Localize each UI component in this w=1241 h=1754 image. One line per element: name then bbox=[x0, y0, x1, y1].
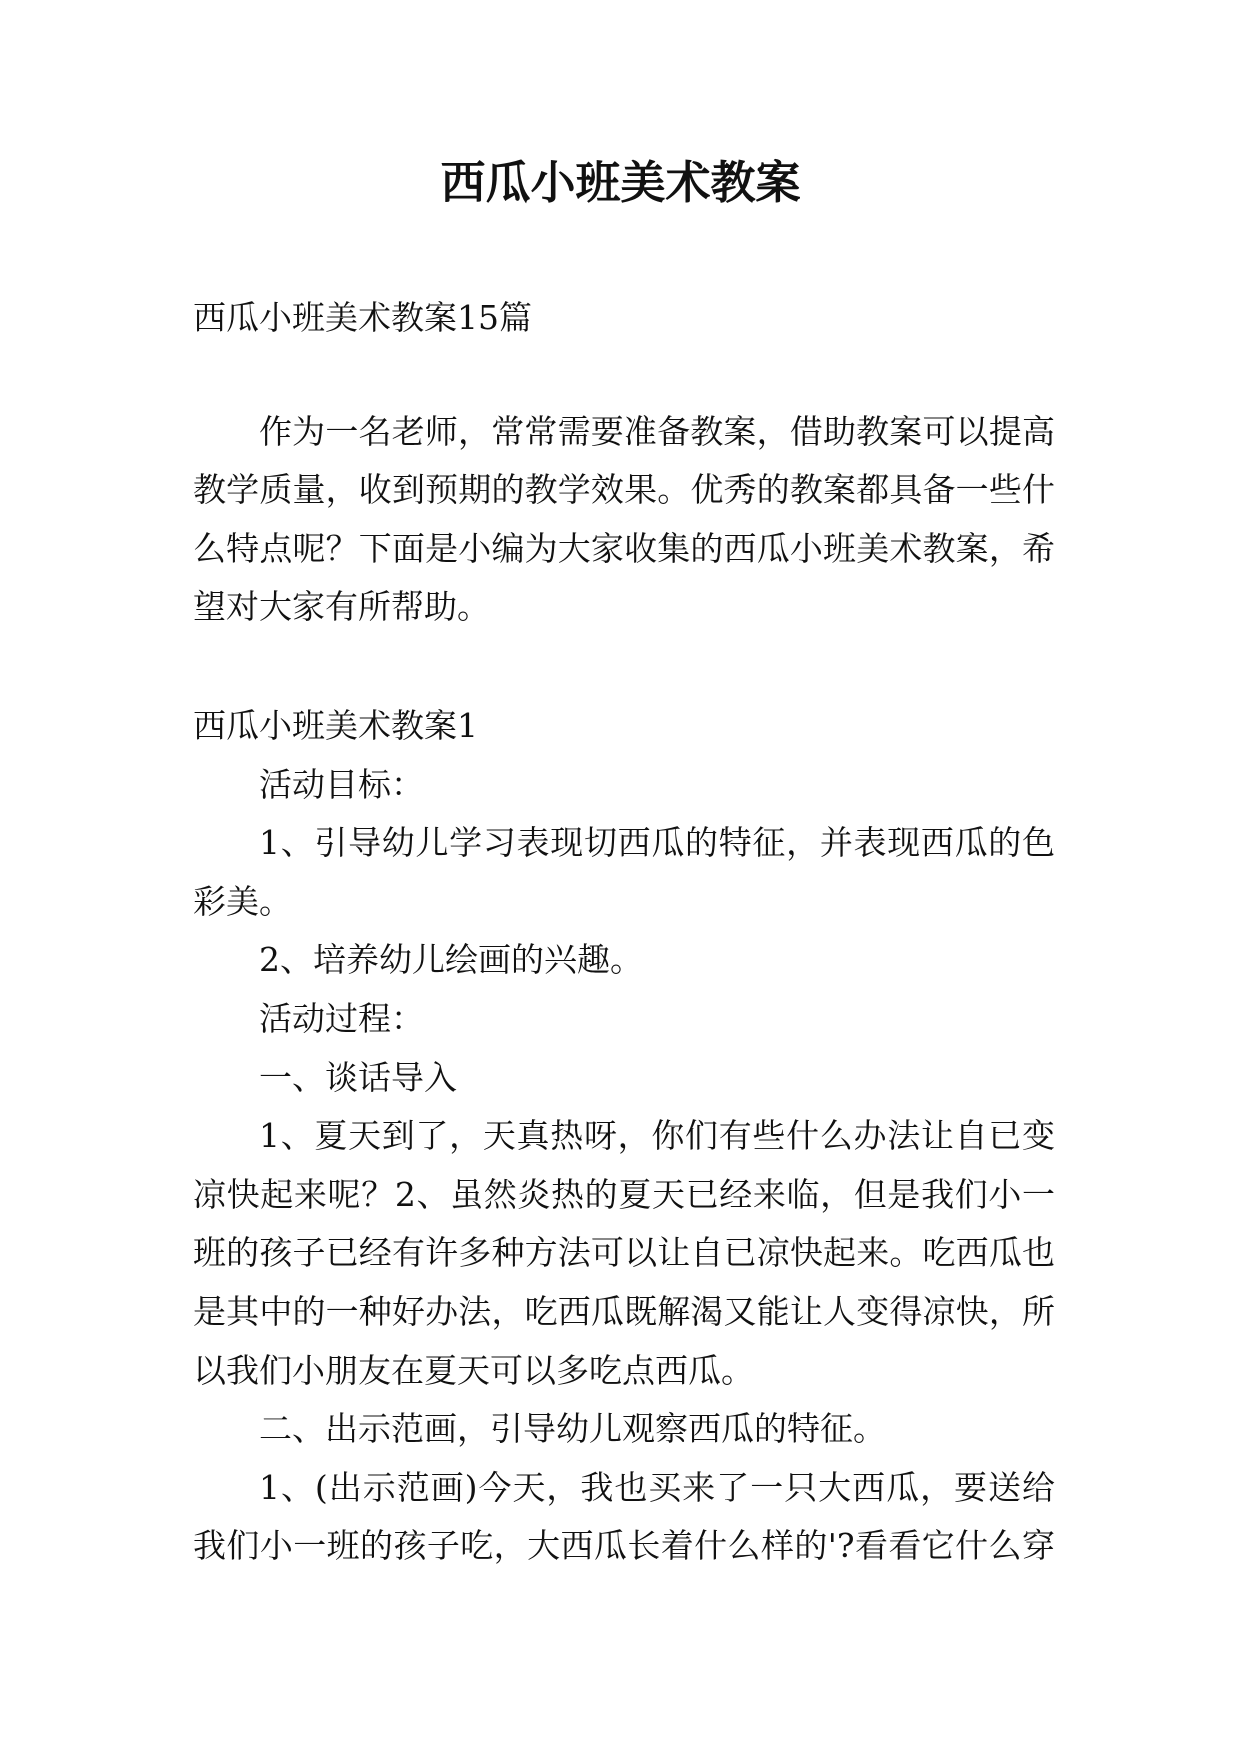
collection-heading: 西瓜小班美术教案15篇 bbox=[193, 298, 532, 337]
intro-line: 教学质量，收到预期的教学效果。优秀的教案都具备一些什 bbox=[193, 470, 1055, 510]
goal-line: 彩美。 bbox=[193, 881, 292, 921]
step-2-line: 我们小一班的孩子吃，大西瓜长着什么样的'?看看它什么穿 bbox=[193, 1526, 1055, 1566]
goals-heading: 活动目标： bbox=[259, 764, 424, 804]
intro-line: 望对大家有所帮助。 bbox=[193, 587, 490, 627]
process-heading: 活动过程： bbox=[259, 998, 424, 1038]
step-2-heading: 二、出示范画，引导幼儿观察西瓜的特征。 bbox=[259, 1409, 886, 1449]
intro-line: 么特点呢？下面是小编为大家收集的西瓜小班美术教案，希 bbox=[193, 528, 1055, 568]
step-1-paragraph bbox=[193, 1107, 1055, 1400]
document-title: 西瓜小班美术教案 bbox=[440, 156, 801, 209]
goal-2-paragraph: 2、培养幼儿绘画的兴趣。 bbox=[259, 940, 643, 980]
intro-line: 作为一名老师，常常需要准备教案，借助教案可以提高 bbox=[259, 411, 1055, 451]
step-2-line: 1、(出示范画)今天，我也买来了一只大西瓜，要送给 bbox=[259, 1467, 1055, 1507]
step-1-heading: 一、谈话导入 bbox=[259, 1057, 457, 1097]
lesson-1-section bbox=[193, 697, 1055, 1576]
step-1-line: 是其中的一种好办法，吃西瓜既解渴又能让人变得凉快，所 bbox=[193, 1291, 1055, 1331]
step-1-line: 1、夏天到了，天真热呀，你们有些什么办法让自已变 bbox=[259, 1116, 1055, 1156]
goal-1-paragraph bbox=[193, 814, 1055, 931]
document-body bbox=[193, 289, 1055, 1576]
intro-paragraph bbox=[193, 403, 1055, 637]
lesson-heading: 西瓜小班美术教案1 bbox=[193, 705, 478, 745]
step-1-line: 班的孩子已经有许多种方法可以让自已凉快起来。吃西瓜也 bbox=[193, 1233, 1055, 1273]
goal-line: 1、引导幼儿学习表现切西瓜的特征，并表现西瓜的色 bbox=[259, 823, 1055, 863]
step-1-line: 以我们小朋友在夏天可以多吃点西瓜。 bbox=[193, 1350, 754, 1390]
step-2-paragraph bbox=[193, 1459, 1055, 1576]
step-1-line: 凉快起来呢？2、虽然炎热的夏天已经来临，但是我们小一 bbox=[193, 1174, 1055, 1214]
